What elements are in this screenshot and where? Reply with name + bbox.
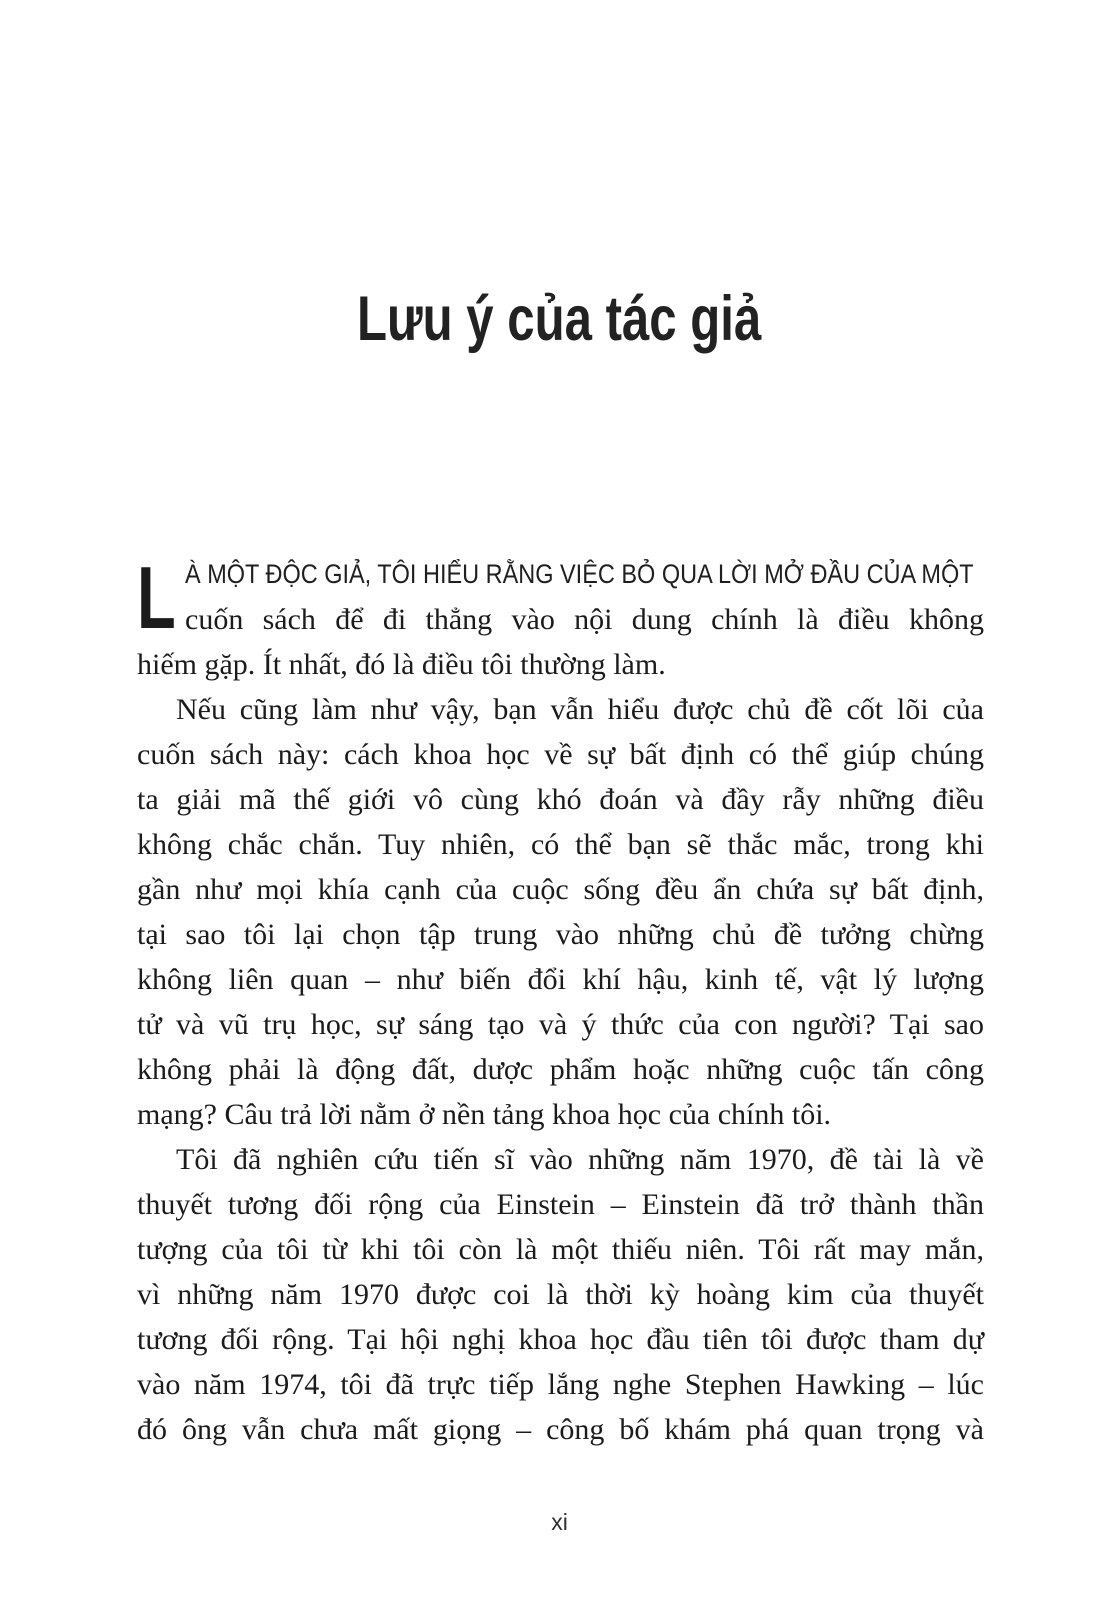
drop-cap: L: [137, 548, 176, 647]
text-line: đó ông vẫn chưa mất giọng – công bố khám phá quan trọng và: [137, 1413, 984, 1446]
text-line: vào năm 1974, tôi đã trực tiếp lắng nghe Stephen Hawking – lúc: [137, 1368, 984, 1401]
text-line: ta giải mã thế giới vô cùng khó đoán và đầy rẫy những điều: [137, 783, 984, 816]
text-line: không chắc chắn. Tuy nhiên, có thể bạn sẽ thắc mắc, trong khi: [137, 828, 984, 861]
text-line: thuyết tương đối rộng của Einstein – Einstein đã trở thành thần: [137, 1188, 984, 1221]
paragraph-1: [137, 548, 984, 687]
page-number: xi: [551, 1509, 568, 1535]
text-line: cuốn sách này: cách khoa học về sự bất định có thể giúp chúng: [137, 738, 984, 771]
text-line: Nếu cũng làm như vậy, bạn vẫn hiểu được chủ đề cốt lõi của: [176, 693, 984, 726]
paragraph-2: [137, 687, 984, 1137]
text-line: tại sao tôi lại chọn tập trung vào những chủ đề tưởng chừng: [137, 918, 984, 951]
paragraph-3: [137, 1137, 984, 1452]
text-line: hiếm gặp. Ít nhất, đó là điều tôi thường làm.: [137, 648, 666, 681]
text-line: vì những năm 1970 được coi là thời kỳ hoàng kim của thuyết: [137, 1278, 984, 1311]
text-line: gần như mọi khía cạnh của cuộc sống đều ẩn chứa sự bất định,: [137, 873, 984, 906]
text-line: không phải là động đất, dược phẩm hoặc những cuộc tấn công: [137, 1053, 984, 1086]
text-line: không liên quan – như biến đổi khí hậu, kinh tế, vật lý lượng: [137, 963, 984, 996]
chapter-title-wrap: [0, 286, 1119, 352]
text-line: tử và vũ trụ học, sự sáng tạo và ý thức của con người? Tại sao: [137, 1008, 984, 1041]
body-text: [137, 548, 984, 1452]
chapter-title: Lưu ý của tác giả: [357, 284, 762, 354]
text-line: mạng? Câu trả lời nằm ở nền tảng khoa học của chính tôi.: [137, 1098, 832, 1131]
text-line: tương đối rộng. Tại hội nghị khoa học đầu tiên tôi được tham dự: [137, 1323, 984, 1356]
lead-caps-line: À MỘT ĐỘC GIẢ, TÔI HIỂU RẰNG VIỆC BỎ QUA LỜI MỞ ĐẦU CỦA MỘT: [185, 559, 974, 589]
text-line: cuốn sách để đi thẳng vào nội dung chính là điều không: [185, 603, 984, 636]
text-line: Tôi đã nghiên cứu tiến sĩ vào những năm 1970, đề tài là về: [176, 1143, 984, 1176]
text-line: tượng của tôi từ khi tôi còn là một thiếu niên. Tôi rất may mắn,: [137, 1233, 984, 1266]
